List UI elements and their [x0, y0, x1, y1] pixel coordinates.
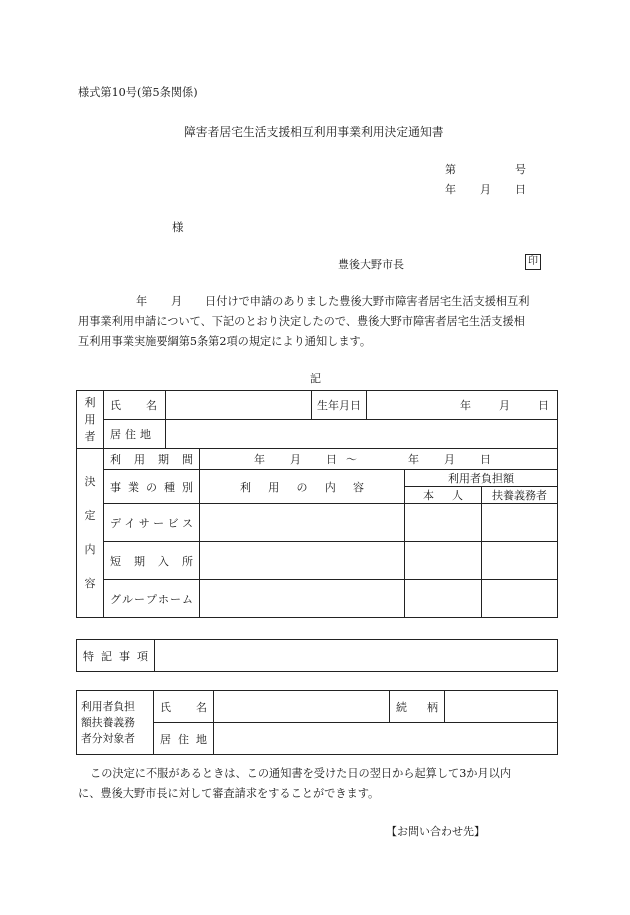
dependent-table: [76, 690, 558, 755]
date-month: 月: [480, 183, 491, 196]
notice-line2: に、豊後大野市長に対して審査請求をすることができます。: [78, 787, 380, 800]
address-field[interactable]: [166, 420, 558, 449]
period-label: 利 用 期 間: [104, 449, 200, 470]
self-label: 本 人: [405, 487, 482, 504]
name-field[interactable]: [166, 391, 312, 420]
day-content-field[interactable]: [200, 504, 405, 542]
dependent-name-label: 氏 名: [154, 691, 214, 723]
form-number: 様式第10号(第5条関係): [78, 86, 198, 99]
addressee-sama: 様: [172, 220, 184, 234]
body-line1: 日付けで申請のありました豊後大野市障害者居宅生活支援相互利: [205, 295, 530, 308]
page-title: 障害者居宅生活支援相互利用事業利用決定通知書: [184, 125, 444, 139]
date-day: 日: [515, 183, 526, 196]
usage-content-label: 利 用 の 内 容: [200, 470, 405, 504]
user-group-label: 利 用 者: [77, 391, 104, 449]
special-notes-table: [76, 639, 558, 672]
period-field[interactable]: 年 月 日 〜 年 月 日: [200, 449, 558, 470]
body-line2: 用事業利用申請について、下記のとおり決定したので、豊後大野市障害者居宅生活支援相: [78, 315, 525, 328]
service-short-stay-label: 短 期 入 所: [104, 542, 200, 580]
dependent-label: 扶養義務者: [482, 487, 558, 504]
name-label: 氏 名: [104, 391, 166, 420]
dependent-group-label: 利用者負担 額扶養義務 者分対象者: [77, 691, 154, 755]
user-decision-table: [76, 390, 558, 618]
short-stay-content-field[interactable]: [200, 542, 405, 580]
issuer: 豊後大野市長: [338, 258, 404, 271]
ref-go: 号: [515, 163, 526, 176]
day-dependent-field[interactable]: [482, 504, 558, 542]
short-stay-dependent-field[interactable]: [482, 542, 558, 580]
service-day-label: デ イ サ ー ビ ス: [104, 504, 200, 542]
short-stay-self-field[interactable]: [405, 542, 482, 580]
body-year: 年: [136, 295, 148, 308]
body-paragraph: [78, 292, 558, 352]
dependent-name-field[interactable]: [214, 691, 390, 723]
birth-label: 生年月日: [312, 391, 367, 420]
day-self-field[interactable]: [405, 504, 482, 542]
burden-amount-label: 利用者負担額: [405, 470, 558, 487]
seal-mark: 印: [525, 254, 541, 270]
group-home-self-field[interactable]: [405, 580, 482, 618]
special-notes-field[interactable]: [155, 640, 558, 672]
relation-field[interactable]: [445, 691, 558, 723]
body-line3: 互利用事業実施要綱第5条第2項の規定により通知します。: [78, 335, 372, 348]
address-label: 居 住 地: [104, 420, 166, 449]
service-group-home-label: グ ル ー プ ホ ー ム: [104, 580, 200, 618]
date-year: 年: [445, 183, 456, 196]
appeal-notice: [78, 764, 568, 804]
birth-field[interactable]: 年 月 日: [367, 391, 558, 420]
ki-label: 記: [310, 372, 321, 385]
notice-line1: この決定に不服があるときは、この通知書を受けた日の翌日から起算して3か月以内: [90, 767, 512, 780]
decision-group-label: 決 定 内 容: [77, 449, 104, 618]
relation-label: 続 柄: [390, 691, 445, 723]
group-home-content-field[interactable]: [200, 580, 405, 618]
ref-dai: 第: [445, 163, 456, 176]
group-home-dependent-field[interactable]: [482, 580, 558, 618]
special-notes-label: 特 記 事 項: [77, 640, 155, 672]
dependent-address-field[interactable]: [214, 723, 558, 755]
service-type-label: 事 業 の 種 別: [104, 470, 200, 504]
dependent-address-label: 居 住 地: [154, 723, 214, 755]
contact-label: 【お問い合わせ先】: [386, 825, 485, 838]
body-month: 月: [171, 295, 183, 308]
